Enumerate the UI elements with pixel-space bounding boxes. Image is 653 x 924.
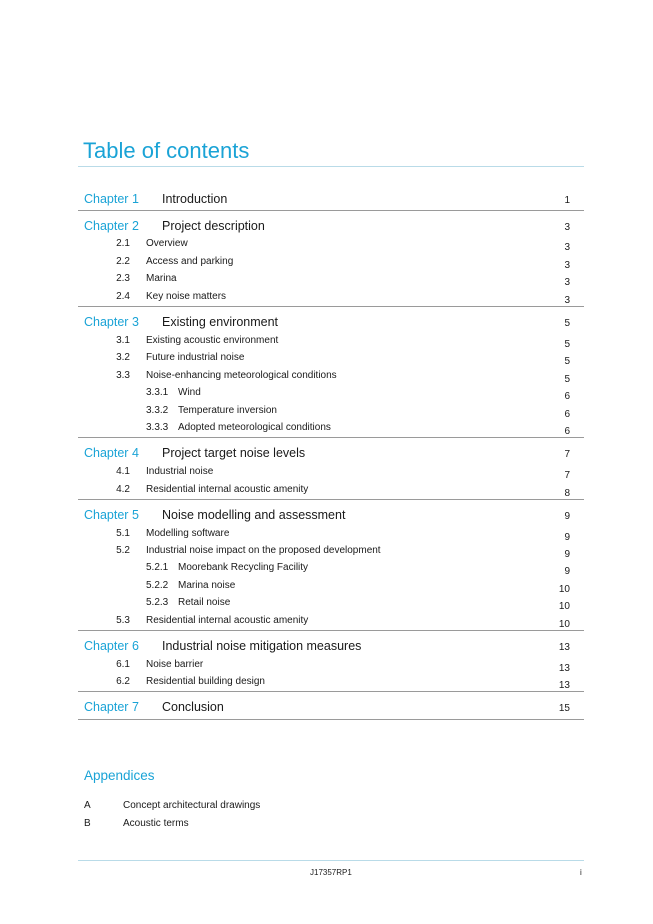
chapter-title-link[interactable]: Conclusion [162, 700, 224, 714]
section-page-number: 8 [564, 488, 570, 499]
subsection-number: 5.2.2 [146, 580, 169, 591]
subsection-number: 5.2.1 [146, 562, 169, 573]
section-title-link[interactable]: Residential building design [146, 676, 265, 687]
chapter-page-number: 1 [564, 195, 570, 206]
chapter-label: Chapter 6 [84, 639, 139, 653]
section-page-number: 6 [564, 426, 570, 437]
chapter-page-number: 3 [564, 222, 570, 233]
section-number: 3.2 [116, 352, 130, 363]
subsection-title-link[interactable]: Moorebank Recycling Facility [178, 562, 309, 573]
chapter-divider [78, 210, 584, 211]
chapter-divider [78, 437, 584, 438]
footer-divider [78, 860, 584, 861]
section-title-link[interactable]: Overview [146, 238, 188, 249]
chapter-divider [78, 719, 584, 720]
subsection-number: 5.2.3 [146, 597, 169, 608]
section-title-link[interactable]: Access and parking [146, 256, 234, 267]
chapter-label: Chapter 2 [84, 219, 139, 233]
section-title-link[interactable]: Key noise matters [146, 291, 227, 302]
section-title-link[interactable]: Modelling software [146, 528, 230, 539]
appendix-link[interactable]: Concept architectural drawings [123, 800, 261, 811]
section-page-number: 10 [558, 601, 570, 612]
section-number: 4.1 [116, 466, 130, 477]
section-number: 5.2 [116, 545, 130, 556]
appendix-letter: B [84, 818, 91, 829]
chapter-title-link[interactable]: Existing environment [162, 315, 279, 329]
subsection-title-link[interactable]: Marina noise [178, 580, 236, 591]
subsection-title-link[interactable]: Wind [178, 387, 201, 398]
section-title-link[interactable]: Noise-enhancing meteorological conditions [146, 370, 337, 381]
chapter-divider [78, 630, 584, 631]
chapter-divider [78, 691, 584, 692]
chapter-label: Chapter 4 [84, 446, 139, 460]
section-number: 6.1 [116, 659, 130, 670]
chapter-title-link[interactable]: Introduction [162, 192, 228, 206]
chapter-label: Chapter 5 [84, 508, 139, 522]
chapter-page-number: 15 [558, 703, 570, 714]
section-number: 2.3 [116, 273, 130, 284]
chapter-divider [78, 306, 584, 307]
section-page-number: 13 [558, 680, 570, 691]
section-title-link[interactable]: Industrial noise impact on the proposed development [146, 545, 381, 556]
section-page-number: 5 [564, 374, 570, 385]
section-page-number: 3 [564, 260, 570, 271]
section-page-number: 6 [564, 409, 570, 420]
section-page-number: 7 [564, 470, 570, 481]
chapter-title-link[interactable]: Project target noise levels [162, 446, 306, 460]
section-page-number: 5 [564, 339, 570, 350]
subsection-number: 3.3.1 [146, 387, 169, 398]
chapter-label: Chapter 7 [84, 700, 139, 714]
chapter-title-link[interactable]: Industrial noise mitigation measures [162, 639, 362, 653]
chapter-divider [78, 499, 584, 500]
appendix-link[interactable]: Acoustic terms [123, 818, 189, 829]
section-page-number: 9 [564, 532, 570, 543]
section-page-number: 3 [564, 295, 570, 306]
subsection-title-link[interactable]: Retail noise [178, 597, 231, 608]
chapter-title-link[interactable]: Noise modelling and assessment [162, 508, 346, 522]
section-title-link[interactable]: Residential internal acoustic amenity [146, 615, 309, 626]
section-title-link[interactable]: Existing acoustic environment [146, 335, 279, 346]
section-title-link[interactable]: Noise barrier [146, 659, 204, 670]
footer-page-number: i [580, 868, 582, 877]
subsection-number: 3.3.3 [146, 422, 169, 433]
section-number: 2.1 [116, 238, 130, 249]
section-number: 4.2 [116, 484, 130, 495]
section-number: 5.1 [116, 528, 130, 539]
chapter-label: Chapter 1 [84, 192, 139, 206]
section-number: 3.3 [116, 370, 130, 381]
appendices-title: Appendices [84, 768, 155, 783]
subsection-number: 3.3.2 [146, 405, 169, 416]
page-title: Table of contents [83, 138, 250, 163]
chapter-page-number: 7 [564, 449, 570, 460]
chapter-page-number: 5 [564, 318, 570, 329]
section-number: 2.4 [116, 291, 130, 302]
section-page-number: 9 [564, 566, 570, 577]
chapter-page-number: 13 [558, 642, 570, 653]
section-page-number: 3 [564, 242, 570, 253]
section-title-link[interactable]: Marina [146, 273, 177, 284]
subsection-title-link[interactable]: Adopted meteorological conditions [178, 422, 331, 433]
section-number: 5.3 [116, 615, 130, 626]
chapter-label: Chapter 3 [84, 315, 139, 329]
section-page-number: 6 [564, 391, 570, 402]
section-page-number: 5 [564, 356, 570, 367]
footer-doc-number: J17357RP1 [310, 868, 352, 877]
section-number: 2.2 [116, 256, 130, 267]
appendix-letter: A [84, 800, 91, 811]
section-number: 6.2 [116, 676, 130, 687]
section-page-number: 9 [564, 549, 570, 560]
section-page-number: 3 [564, 277, 570, 288]
chapter-title-link[interactable]: Project description [162, 219, 265, 233]
section-number: 3.1 [116, 335, 130, 346]
subsection-title-link[interactable]: Temperature inversion [178, 405, 277, 416]
section-page-number: 10 [558, 619, 570, 630]
section-title-link[interactable]: Future industrial noise [146, 352, 245, 363]
section-title-link[interactable]: Industrial noise [146, 466, 214, 477]
section-title-link[interactable]: Residential internal acoustic amenity [146, 484, 309, 495]
title-divider [78, 166, 584, 167]
section-page-number: 13 [558, 663, 570, 674]
section-page-number: 10 [558, 584, 570, 595]
chapter-page-number: 9 [564, 511, 570, 522]
